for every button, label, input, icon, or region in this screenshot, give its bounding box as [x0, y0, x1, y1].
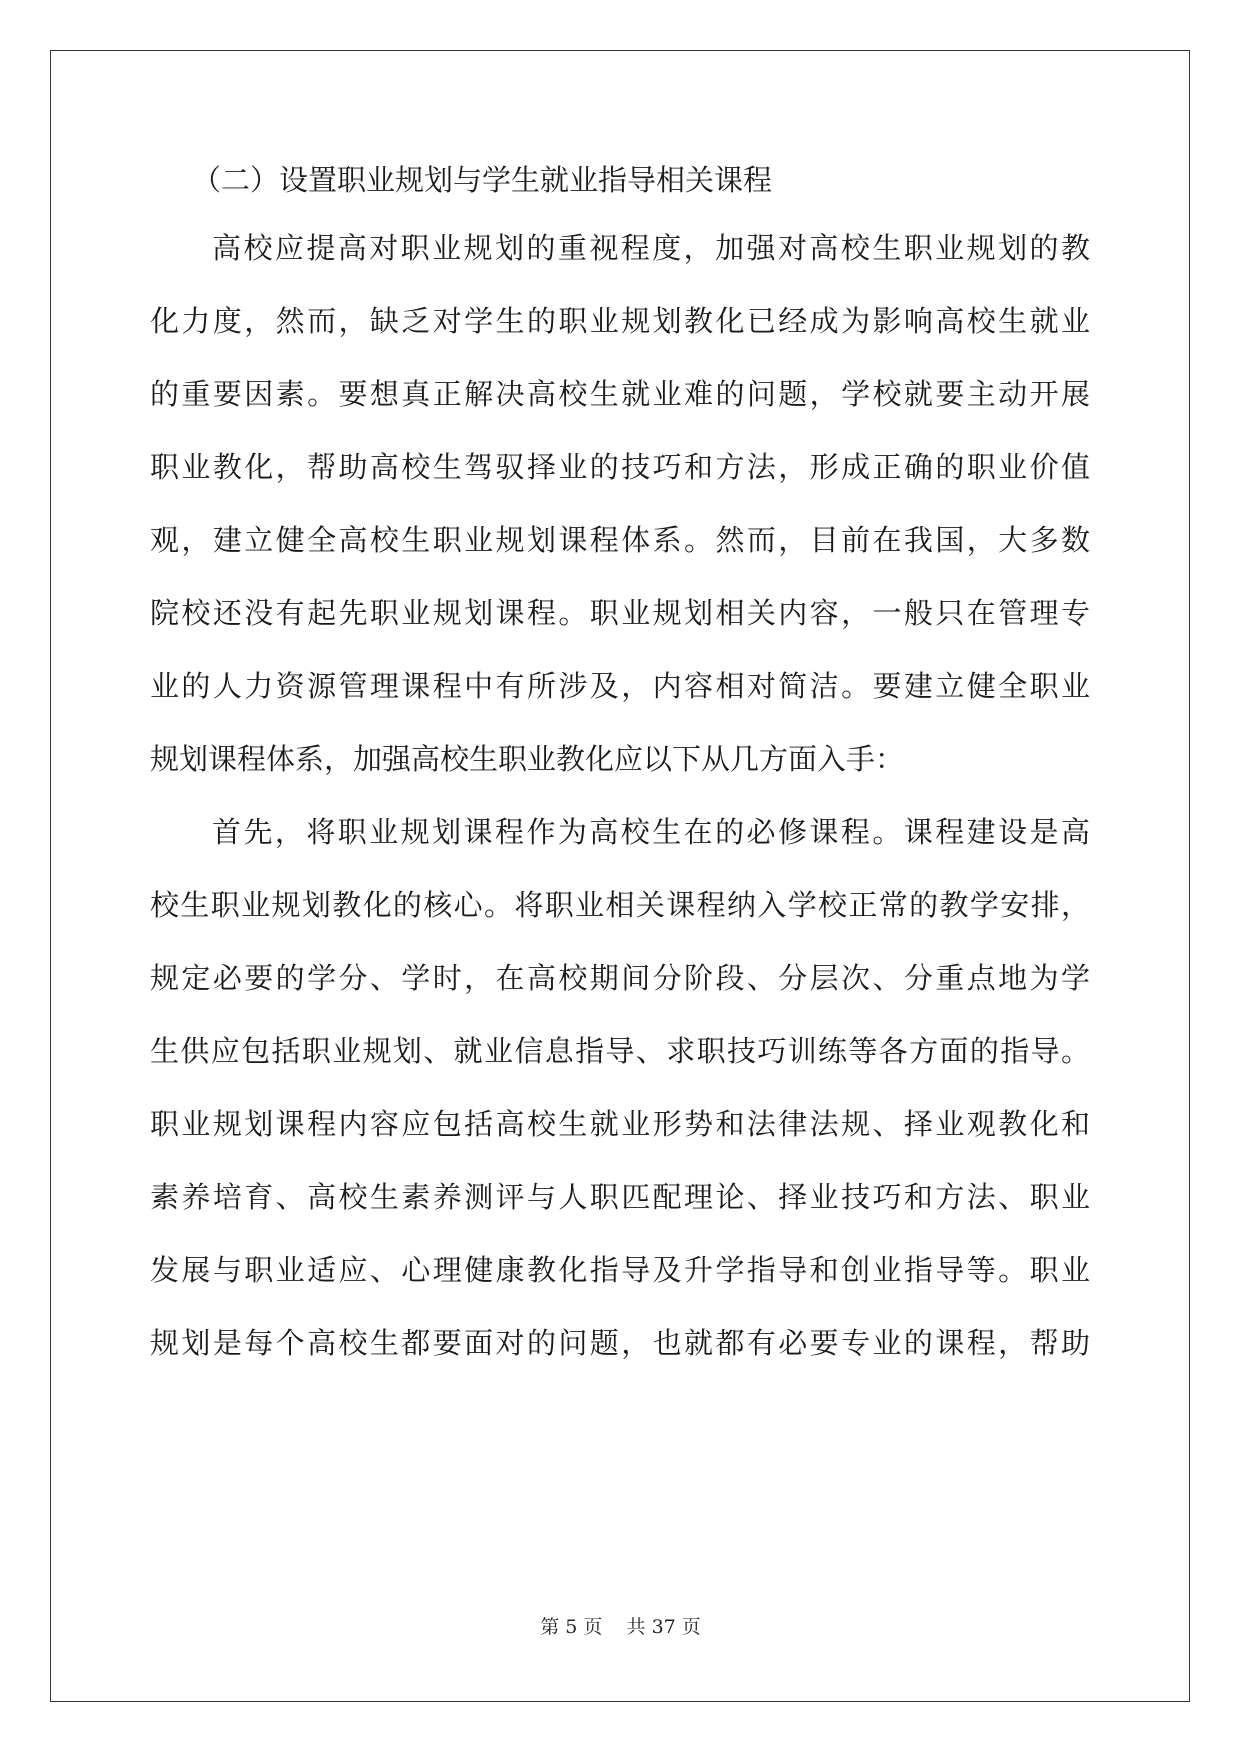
paragraph-line: 职业规划课程内容应包括高校生就业形势和法律法规、择业观教化和	[150, 1107, 1090, 1141]
paragraph-line: 化力度，然而，缺乏对学生的职业规划教化已经成为影响高校生就业	[150, 304, 1090, 338]
section-heading: （二）设置职业规划与学生就业指导相关课程	[192, 163, 773, 197]
paragraph-line: 观，建立健全高校生职业规划课程体系。然而，目前在我国，大多数	[150, 523, 1090, 557]
paragraph-line: 生供应包括职业规划、就业信息指导、求职技巧训练等各方面的指导。	[150, 1034, 1090, 1068]
paragraph-line: 的重要因素。要想真正解决高校生就业难的问题，学校就要主动开展	[150, 377, 1090, 411]
paragraph-line: 规划是每个高校生都要面对的问题，也就都有必要专业的课程，帮助	[150, 1326, 1090, 1360]
paragraph-line: 素养培育、高校生素养测评与人职匹配理论、择业技巧和方法、职业	[150, 1180, 1090, 1214]
page-border	[50, 50, 1190, 1702]
page-number-footer: 第 5 页 共 37 页	[540, 1616, 701, 1638]
paragraph-line: 发展与职业适应、心理健康教化指导及升学指导和创业指导等。职业	[150, 1253, 1090, 1287]
paragraph-line: 职业教化，帮助高校生驾驭择业的技巧和方法，形成正确的职业价值	[150, 450, 1090, 484]
paragraph-line: 规划课程体系，加强高校生职业教化应以下从几方面入手：	[150, 742, 905, 776]
paragraph-line: 高校应提高对职业规划的重视程度，加强对高校生职业规划的教	[212, 231, 1090, 265]
paragraph-line: 规定必要的学分、学时，在高校期间分阶段、分层次、分重点地为学	[150, 961, 1090, 995]
paragraph-line: 首先，将职业规划课程作为高校生在的必修课程。课程建设是高	[212, 815, 1090, 849]
paragraph-line: 院校还没有起先职业规划课程。职业规划相关内容，一般只在管理专	[150, 596, 1090, 630]
paragraph-line: 校生职业规划教化的核心。将职业相关课程纳入学校正常的教学安排，	[150, 888, 1090, 922]
paragraph-line: 业的人力资源管理课程中有所涉及，内容相对简洁。要建立健全职业	[150, 669, 1090, 703]
